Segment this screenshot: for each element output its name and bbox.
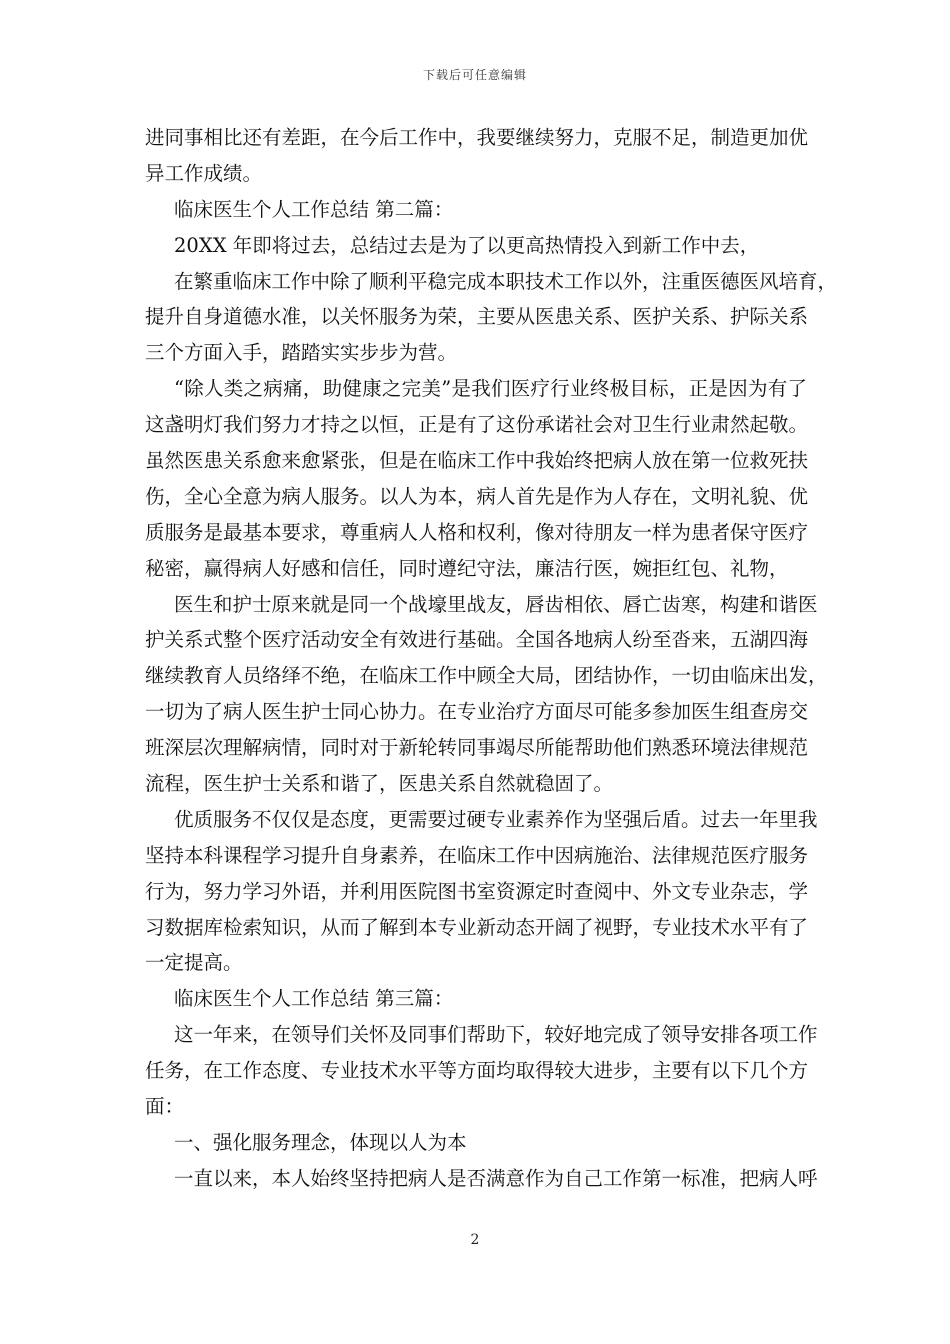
text-line: 护关系式整个医疗活动安全有效进行基础。全国各地病人纷至沓来，五湖四海 (145, 628, 809, 652)
text-line: 任务，在工作态度、专业技术水平等方面均取得较大进步，主要有以下几个方 (145, 1059, 809, 1083)
text-line: 坚持本科课程学习提升自身素养，在临床工作中因病施治、法律规范医疗服务 (145, 843, 809, 867)
text-line: 临床医生个人工作总结 第二篇： (174, 197, 454, 221)
document-body (145, 120, 838, 1197)
text-line: 一定提高。 (145, 951, 243, 975)
text-line: 一切为了病人医生护士同心协力。在专业治疗方面尽可能多参加医生组查房交 (145, 700, 809, 724)
text-line: 提升自身道德水准，以关怀服务为荣，主要从医患关系、医护关系、护际关系 (145, 305, 809, 329)
text-line: 伤，全心全意为病人服务。以人为本，病人首先是作为人存在，文明礼貌、优 (145, 484, 809, 508)
text-line: 这一年来，在领导们关怀及同事们帮助下，较好地完成了领导安排各项工作 (174, 1023, 818, 1047)
text-line: 一直以来，本人始终坚持把病人是否满意作为自己工作第一标准，把病人呼 (174, 1166, 818, 1190)
text-line: 医生和护士原来就是同一个战壕里战友，唇齿相依、唇亡齿寒，构建和谐医 (174, 592, 818, 616)
text-line: 20XX 年即将过去，总结过去是为了以更高热情投入到新工作中去， (174, 233, 760, 257)
text-line: “除人类之病痛，助健康之完美”是我们医疗行业终极目标，正是因为有了 (174, 377, 807, 401)
text-line: 习数据库检索知识，从而了解到本专业新动态开阔了视野，专业技术水平有了 (145, 915, 809, 939)
text-line: 优质服务不仅仅是态度，更需要过硬专业素养作为坚强后盾。过去一年里我 (174, 807, 818, 831)
text-line: 三个方面入手，踏踏实实步步为营。 (145, 341, 458, 365)
text-line: 这盏明灯我们努力才持之以恒，正是有了这份承诺社会对卫生行业肃然起敬。 (145, 413, 809, 437)
text-line: 异工作成绩。 (145, 161, 263, 185)
text-line: 一、强化服务理念，体现以人为本 (174, 1130, 467, 1154)
page-number: 2 (470, 1232, 480, 1248)
text-line: 面： (145, 1095, 185, 1119)
text-line: 流程，医生护士关系和谐了，医患关系自然就稳固了。 (145, 772, 614, 796)
text-line: 在繁重临床工作中除了顺利平稳完成本职技术工作以外，注重医德医风培育， (174, 269, 838, 293)
text-line: 班深层次理解病情，同时对于新轮转同事竭尽所能帮助他们熟悉环境法律规范 (145, 736, 809, 760)
text-line: 临床医生个人工作总结 第三篇： (174, 987, 454, 1011)
text-line: 秘密，赢得病人好感和信任，同时遵纪守法，廉洁行医，婉拒红包、礼物， (145, 556, 789, 580)
text-line: 质服务是最基本要求，尊重病人人格和权利，像对待朋友一样为患者保守医疗 (145, 520, 809, 544)
page-header: 下载后可任意编辑 (422, 68, 527, 82)
text-line: 继续教育人员络绎不绝，在临床工作中顾全大局，团结协作，一切由临床出发， (145, 664, 828, 688)
text-line: 虽然医患关系愈来愈紧张，但是在临床工作中我始终把病人放在第一位救死扶 (145, 449, 809, 473)
text-line: 进同事相比还有差距，在今后工作中，我要继续努力，克服不足，制造更加优 (145, 126, 809, 149)
text-line: 行为，努力学习外语，并利用医院图书室资源定时查阅中、外文专业杂志，学 (145, 879, 809, 903)
